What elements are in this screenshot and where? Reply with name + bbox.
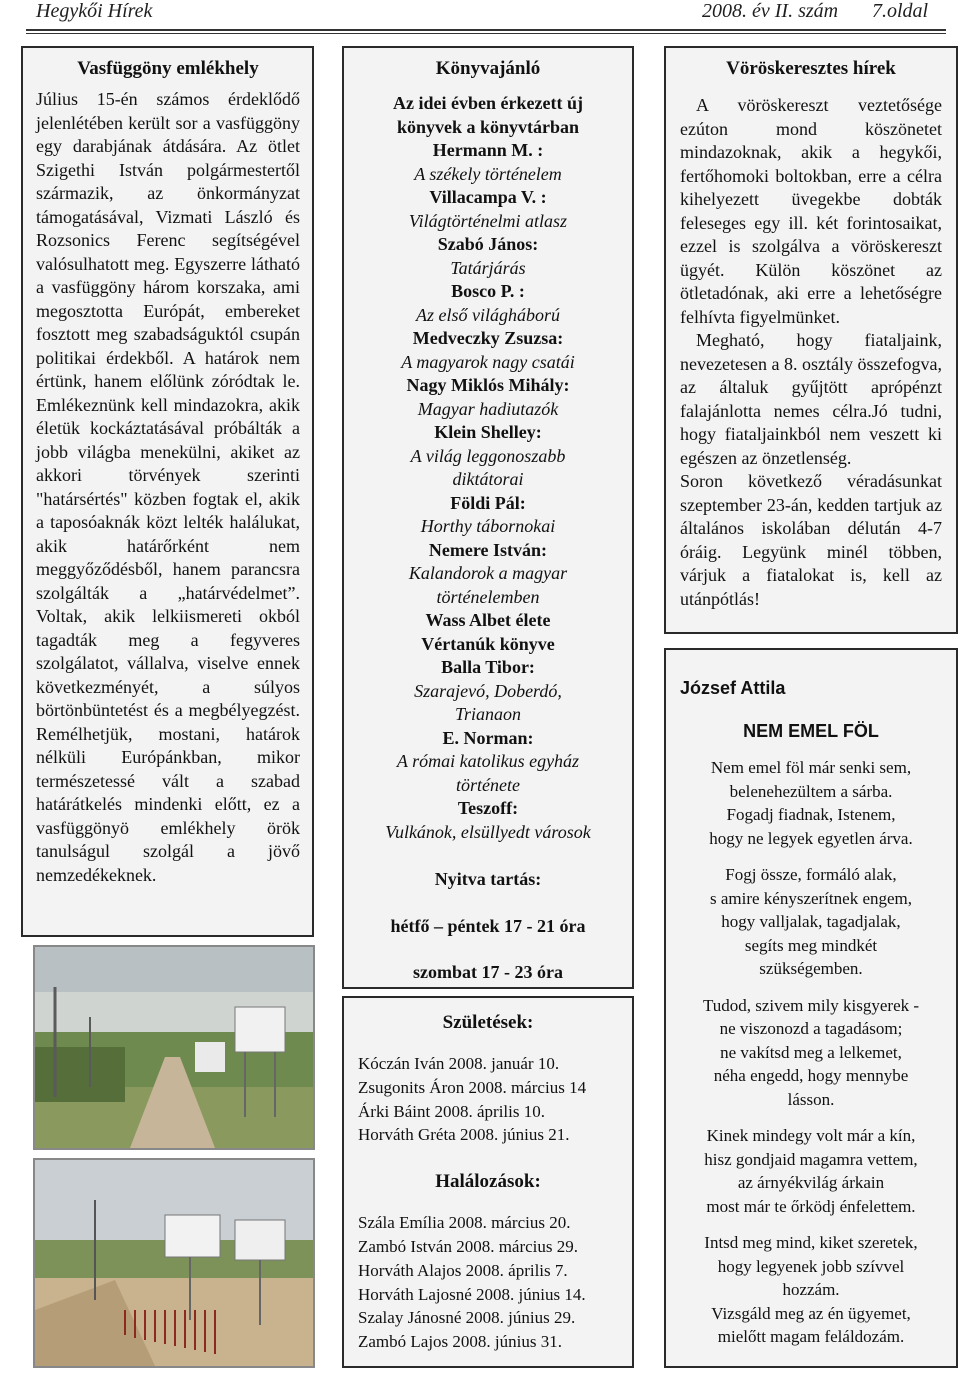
- page-header: [0, 0, 960, 30]
- book-author: Wass Albet élete: [425, 610, 551, 630]
- book-author: Földi Pál:: [450, 492, 526, 513]
- red-cross-title: Vöröskeresztes hírek: [726, 58, 896, 79]
- poem-stanza: [674, 863, 948, 981]
- memorial-photo-top: [33, 945, 315, 1150]
- book-title: Szarajevó, Doberdó, Trianaon: [414, 680, 562, 724]
- poem-line: lásson.: [787, 1089, 835, 1109]
- poem-line: s amire kényszerítnek engem,: [709, 888, 913, 908]
- book-title: A székely történelem: [414, 163, 562, 184]
- book-title: A római katolikus egyház története: [396, 751, 580, 795]
- book-title: Kalandorok a magyar történelemben: [408, 563, 568, 607]
- publication-name: Hegykői Hírek: [36, 0, 153, 22]
- opening-hours-label: Nyitva tartás:: [434, 869, 542, 889]
- book-list: [352, 139, 624, 844]
- book-author: Vértanúk könyve: [421, 633, 555, 654]
- poem-box: [664, 648, 958, 1368]
- deaths-entry: Zambó István 2008. március 29.: [358, 1236, 579, 1256]
- book-author: Nagy Miklós Mihály:: [406, 375, 570, 395]
- deaths-title: Halálozások:: [435, 1171, 541, 1193]
- poem-line: hogy legyenek jobb szívvel: [717, 1256, 905, 1276]
- issue-label: 2008. év II. szám: [702, 0, 839, 22]
- opening-hours-saturday: szombat 17 - 23 óra: [413, 962, 563, 982]
- red-cross-news-box: [664, 46, 958, 634]
- births-entry: Zsugonits Áron 2008. március 14: [358, 1077, 587, 1097]
- header-rule-thin: [26, 33, 946, 34]
- births-entry: Kóczán Iván 2008. január 10.: [358, 1054, 560, 1073]
- poem-line: Vizsgáld meg az én ügyemet,: [711, 1303, 911, 1323]
- poem-line: hisz gondjaid magamra vettem,: [704, 1149, 918, 1169]
- deaths-list: [358, 1211, 632, 1354]
- book-author: Balla Tibor:: [441, 657, 535, 677]
- poem-line: mielőtt magam feláldozám.: [717, 1327, 905, 1346]
- poem-line: Fogadj fiadnak, Istenem,: [726, 805, 896, 824]
- births-title: Születések:: [442, 1012, 534, 1033]
- poem-line: most már te őrködj énfelettem.: [706, 1196, 916, 1216]
- iron-curtain-article: [21, 46, 314, 937]
- book-title: Tatárjárás: [450, 257, 526, 278]
- poem-line: Kinek mindegy volt már a kín,: [706, 1126, 916, 1145]
- book-title: Az első világháború: [416, 304, 560, 325]
- poem-author: József Attila: [680, 678, 786, 698]
- poem-line: az árnyékvilág árkain: [737, 1173, 885, 1192]
- opening-hours-weekday: hétfő – péntek 17 - 21 óra: [390, 915, 586, 936]
- article-body: Július 15-én számos érdeklődő jelenlétében került sor a vasfüggöny egy darabjának átdására. Az ötlet Szigethi István polgármestertől származik, az önkormányzat támogatásával, Vizmati László és Rozsonics Ferenc segítségével valósulhatott meg. Egyszerre látható a vasfüggöny három korszaka, ami megosztotta Európát, embereket fosztott meg szabadságuktól csupán politikai érdekből. A határok nem értünk, hanem előlünk zóródtak le. Emlékeznünk kell mindazokra, akik életük kockáztatásával próbálták a jobb világba menekülni, akiket az akkori törvények szerinti "határsértés" közben fogtak el, akik a taposóaknák közt lelték halálukat, akik határőrként nem meggyőződésből, hanem parancsra szolgálták a „határvédelmet”. Voltak, akik lelkiismereti okból tagadták meg a fegyveres szolgálatot, vállalva, viselve ennek következményét, a súlyos börtönbüntetést és a megbélyegzést. Remélhetjük, mostani, határok nélküli Európánkban, mikor természetessé vált a szabad határátkelés mindenki előtt, ez a vasfüggönyö emlékhely örök tanulságul szolgál a jövő nemzedékeknek.: [36, 89, 300, 885]
- poem-line: Intsd meg mind, kiket szeretek,: [704, 1233, 918, 1252]
- book-section-title: Könyvajánló: [435, 58, 541, 79]
- deaths-entry: Szála Emília 2008. március 20.: [358, 1213, 571, 1233]
- red-cross-paragraph-2: Megható, hogy fiataljaink, nevezetesen a 8. osztály összefogva, az általuk gyűjtött aprópénzt falajánlotta nemes célra.Jó tudni, hogy fiataljainkból nem veszett ki egészen az önzetlenség.: [680, 330, 942, 468]
- book-title: Magyar hadiutazók: [417, 398, 559, 419]
- book-author: Medveczky Zsuzsa:: [412, 328, 564, 348]
- deaths-entry: Horváth Lajosné 2008. június 14.: [358, 1284, 586, 1304]
- book-title: Horthy tábornokai: [420, 516, 556, 536]
- poem-stanza: [674, 1124, 948, 1218]
- poem-line: Nem emel föl már senki sem,: [710, 758, 912, 777]
- poem-stanza: [674, 1231, 948, 1349]
- book-title: A magyarok nagy csatái: [401, 351, 575, 372]
- deaths-entry: Horváth Alajos 2008. április 7.: [358, 1260, 568, 1280]
- births-deaths-box: [342, 996, 634, 1368]
- poem-line: belenehezültem a sárba.: [729, 781, 893, 801]
- page-number: 7.oldal: [872, 0, 929, 22]
- book-author: Hermann M. :: [432, 140, 544, 160]
- deaths-entry: Szalay Jánosné 2008. június 29.: [358, 1308, 576, 1328]
- red-cross-paragraph-3: Soron következő véradásunkat szeptember 23-án, kedden tartjuk az általános iskolában délután 4-7 óráig. Legyünk minél többen, várjuk a fiatalokat is, kell az utánpótlás!: [680, 471, 942, 609]
- births-entry: Horváth Gréta 2008. június 21.: [358, 1125, 570, 1145]
- memorial-photo-bottom: [33, 1158, 315, 1368]
- poem-line: Fogj össze, formáló alak,: [725, 865, 897, 884]
- book-author: Nemere István:: [428, 539, 548, 560]
- red-cross-paragraph-1: A vöröskereszt veztetősége ezúton mond köszönetet mindazoknak, akik a hegykői, fertőhomoki boltokban, erre a célra kihelyezett üvegekbe dobták feleseges egy ill. két forintosaikat, ezzel is szolgálva a vöröskereszt ügyét. Külön köszönet az ötletadónak, aki erre a lehetőségre felhívta figyelmünket.: [680, 95, 942, 327]
- deaths-entry: Zambó Lajos 2008. június 31.: [358, 1332, 562, 1352]
- poem-line: szükségemben.: [759, 959, 863, 978]
- poem-body: [674, 756, 948, 1349]
- book-section-subtitle: Az idei évben érkezett új könyvek a könyvtárban: [393, 93, 583, 137]
- header-rule: [26, 29, 946, 31]
- memorial-photo-bottom-image: [35, 1160, 313, 1366]
- poem-line: hogy valljalak, tagadjalak,: [721, 912, 901, 931]
- book-title: Világtörténelmi atlasz: [408, 210, 568, 231]
- births-entry: Árki Báint 2008. április 10.: [358, 1101, 545, 1121]
- poem-line: néha engedd, hogy mennybe: [713, 1066, 909, 1085]
- poem-stanza: [674, 994, 948, 1112]
- book-recommendation-box: [342, 46, 634, 989]
- poem-line: Tudod, szivem mily kisgyerek -: [702, 995, 920, 1015]
- poem-line: ne vakítsd meg a lelkemet,: [720, 1042, 902, 1062]
- poem-line: hozzám.: [782, 1280, 840, 1299]
- poem-line: ne viszonozd a tagadásom;: [719, 1019, 903, 1038]
- poem-stanza: [674, 756, 948, 850]
- poem-line: segíts meg mindkét: [744, 935, 878, 955]
- book-author: Klein Shelley:: [434, 422, 542, 442]
- book-author: Szabó János:: [437, 234, 539, 254]
- book-author: E. Norman:: [442, 727, 534, 748]
- births-list: [358, 1052, 632, 1147]
- book-author: Teszoff:: [457, 798, 519, 818]
- article-title: Vasfüggöny emlékhely: [77, 58, 259, 79]
- book-title: A világ leggonoszabb diktátorai: [410, 445, 566, 489]
- book-title: Vulkánok, elsüllyedt városok: [385, 821, 591, 842]
- book-author: Villacampa V. :: [429, 187, 547, 207]
- poem-title: NEM EMEL FÖL: [743, 721, 879, 741]
- poem-line: hogy ne legyek egyetlen árva.: [709, 828, 913, 848]
- book-author: Bosco P. :: [451, 281, 525, 301]
- memorial-photo-top-image: [35, 947, 313, 1148]
